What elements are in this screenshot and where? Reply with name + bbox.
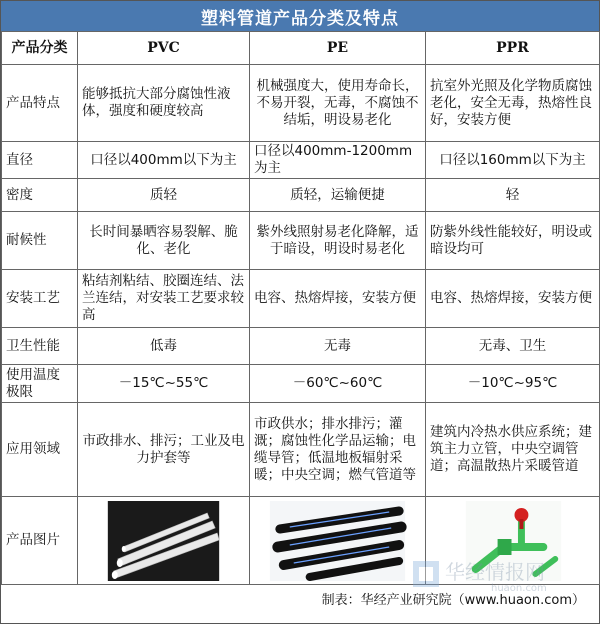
cell-pvc: 长时间暴晒容易裂解、脆化、老化	[78, 212, 250, 270]
cell-ppr: 防紫外线性能较好，明设或暗设均可	[426, 212, 600, 270]
cell-ppr: 无毒、卫生	[426, 328, 600, 365]
images-row	[2, 497, 600, 585]
header-row	[2, 32, 600, 65]
row-label: 使用温度极限	[2, 365, 78, 403]
pvc-pipe-image	[78, 497, 250, 585]
cell-pe: 市政供水；排水排污；灌溉；腐蚀性化学品运输；电缆导管；低温地板辐射采暖；中央空调；燃气管道等	[250, 403, 426, 497]
table-row	[2, 270, 600, 328]
header-pe: PE	[250, 32, 426, 65]
table-row	[2, 365, 600, 403]
cell-ppr: 电容、热熔焊接，安装方便	[426, 270, 600, 328]
cell-pe: 机械强度大，使用寿命长，不易开裂，无毒，不腐蚀不结垢，明设易老化	[250, 65, 426, 142]
row-label: 产品特点	[2, 65, 78, 142]
header-pvc: PVC	[78, 32, 250, 65]
source-footer: 制表：华经产业研究院（www.huaon.com）	[321, 592, 585, 608]
cell-pe: 口径以400mm-1200mm为主	[250, 142, 426, 179]
pe-pipe-image	[250, 497, 426, 585]
pe-pipes-photo	[250, 499, 425, 583]
row-label: 产品图片	[2, 497, 78, 585]
table-row	[2, 142, 600, 179]
comparison-table	[1, 31, 600, 585]
cell-pvc: 市政排水、排污；工业及电力护套等	[78, 403, 250, 497]
cell-ppr: 轻	[426, 179, 600, 212]
cell-pvc: 口径以400mm以下为主	[78, 142, 250, 179]
ppr-pipe-image	[426, 497, 600, 585]
row-label: 卫生性能	[2, 328, 78, 365]
cell-pe: 无毒	[250, 328, 426, 365]
row-label: 安装工艺	[2, 270, 78, 328]
header-category: 产品分类	[2, 32, 78, 65]
table-row	[2, 212, 600, 270]
cell-pe: 电容、热熔焊接，安装方便	[250, 270, 426, 328]
table-row	[2, 403, 600, 497]
row-label: 直径	[2, 142, 78, 179]
cell-ppr: －10℃~95℃	[426, 365, 600, 403]
row-label: 耐候性	[2, 212, 78, 270]
table-title: 塑料管道产品分类及特点	[1, 1, 599, 31]
watermark-brand: 华经情报网	[445, 560, 545, 584]
cell-pvc: 能够抵抗大部分腐蚀性液体，强度和硬度较高	[78, 65, 250, 142]
cell-ppr: 口径以160mm以下为主	[426, 142, 600, 179]
cell-pvc: 低毒	[78, 328, 250, 365]
table-row	[2, 179, 600, 212]
table-row	[2, 65, 600, 142]
ppr-pipes-photo	[426, 499, 599, 583]
cell-pe: －60℃~60℃	[250, 365, 426, 403]
row-label: 应用领域	[2, 403, 78, 497]
pvc-pipes-photo	[78, 499, 249, 583]
cell-ppr: 建筑内冷热水供应系统；建筑主力立管，中央空调管道；高温散热片采暖管道	[426, 403, 600, 497]
cell-pvc: 粘结剂粘结、胶圈连结、法兰连结，对安装工艺要求较高	[78, 270, 250, 328]
cell-pe: 质轻，运输便捷	[250, 179, 426, 212]
table-row	[2, 328, 600, 365]
cell-ppr: 抗室外光照及化学物质腐蚀老化，安全无毒，热熔性良好，安装方便	[426, 65, 600, 142]
cell-pe: 紫外线照射易老化降解，适于暗设，明设时易老化	[250, 212, 426, 270]
cell-pvc: 质轻	[78, 179, 250, 212]
row-label: 密度	[2, 179, 78, 212]
header-ppr: PPR	[426, 32, 600, 65]
watermark-url: huaon.com	[491, 583, 547, 593]
cell-pvc: －15℃~55℃	[78, 365, 250, 403]
